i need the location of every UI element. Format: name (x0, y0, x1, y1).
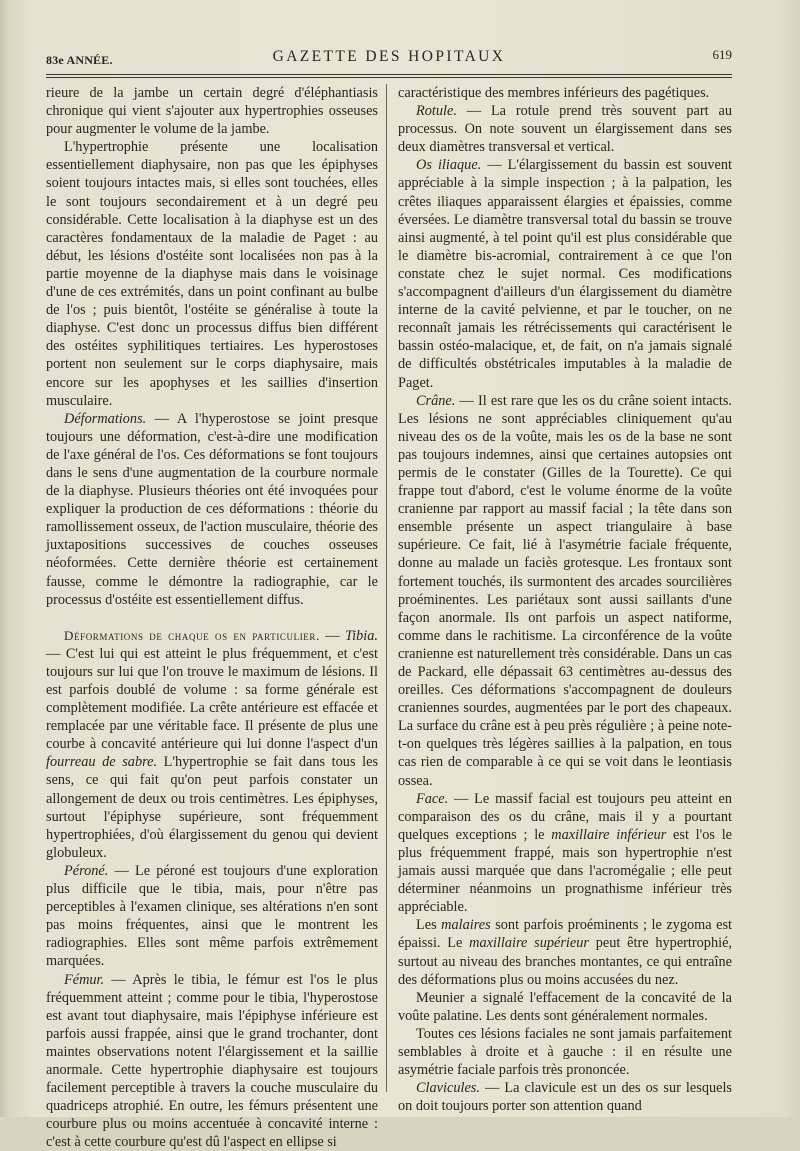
text-run: rieure de la jambe un certain degré d'éléphantiasis chronique qui vient s'ajouter aux hypertrophies osseuses pour augmenter le volume de la jambe. (46, 85, 378, 137)
text-run: L'hypertrophie présente une localisation essentiellement diaphysaire, non pas que les épiphyses soient toujours intactes mais, si elles sont touchées, elles le sont toujours secondairement et à un degré peu considérable. Cette localisation à la diaphyse est un des caractères fondamentaux de la maladie de Paget : au début, les lésions d'ostéite sont localisées non pas à la partie moyenne de la diaphyse mais dans le voisinage d'une de ces extrémités, dans un point confinant au bulbe de l'os ; puis bientôt, l'ostéite se généralise à toute la diaphyse. C'est donc un processus diffus bien différent des ostéites syphilitiques tertiaires. Les hyperostoses portent non seulement sur le corps diaphysaire, mais encore sur les apophyses et les saillies d'insertion musculaire. (46, 139, 378, 408)
paragraph (46, 410, 378, 609)
header-rule-thick (46, 77, 732, 78)
paragraph (46, 84, 378, 138)
paragraph (46, 971, 378, 1151)
italic-run: Péroné. (64, 863, 108, 879)
paragraph (398, 156, 732, 391)
paragraph (398, 989, 732, 1025)
paragraph (398, 916, 732, 988)
text-run: Toutes ces lésions faciales ne sont jamais parfaitement semblables à droite et à gauche : il en résulte une asymétrie faciale parfois très prononcée. (398, 1026, 732, 1078)
text-run: — Le massif facial est toujours peu atteint en comparaison des os du crâne, mais il y a pourtant quelques exceptions ; le (398, 791, 732, 843)
italic-run: Crâne. (416, 393, 455, 409)
text-run: L'hypertrophie se fait dans tous les sens, ce qui fait qu'on peut parfois constater un allongement de deux ou trois centimètres. Les épiphyses, surtout l'épiphyse supérieure, sont fréquemment hypertrophiées, d'où élargissement du genou qui devient globuleux. (46, 754, 378, 860)
text-run: — Le péroné est toujours d'une exploration plus difficile que le tibia, mais, pour n'être pas perceptibles à l'examen clinique, ses altérations n'en sont pas moins fréquentes, ainsi que le montrent les radiographies. Elles sont même parfois extrêmement marquées. (46, 863, 378, 969)
italic-run: maxillaire inférieur (551, 827, 666, 843)
text-run: — Il est rare que les os du crâne soient intacts. Les lésions ne sont appréciables cliniquement qu'au niveau des os de la voûte, mais les os de la base ne sont pas toujours indemnes, ainsi que certaines autopsies ont permis de le constater (Gilles de la Tourette). Ce qui frappe tout d'abord, c'est le volume énorme de la voûte cranienne par rapport au massif facial ; la tête dans son ensemble présente un aspect triangulaire à base supérieure. Ce fait, lié à l'asymétrie faciale fréquente, donne au malade un faciès grotesque. Les frontaux sont fortement touchés, ils surmontent des arcades sourcilières proéminentes. Les pariétaux sont aussi saillants d'une façon anormale. Ils ont parfois un aspect natiforme, comme dans le rachitisme. La circonférence de la voûte cranienne est naturellement très considérable. Dans un cas de Packard, elle dépassait 63 centimètres au-dessus des oreilles. Ces déformations s'accompagnent de douleurs craniennes sourdes, augmentées par le port des chapeaux. La surface du crâne est à peu près régulière ; à peine note-t-on quelques très légères saillies à la palpation, en tous cas rien de comparable à ce qui se voit dans le leontiasis ossea. (398, 393, 732, 789)
page-number: 619 (713, 47, 733, 63)
text-run: peut être hypertrophié, surtout au niveau des branches montantes, ce qui entraîne des déformations plus ou moins accusées du nez. (398, 935, 732, 987)
italic-run: Os iliaque. (416, 157, 481, 173)
paragraph (46, 138, 378, 409)
text-run: — La clavicule est un des os sur lesquels on doit toujours porter son attention quand (398, 1080, 732, 1114)
right-column (398, 84, 732, 1115)
journal-title: GAZETTE DES HOPITAUX (46, 48, 732, 66)
text-run: — L'élargissement du bassin est souvent appréciable à la simple inspection ; à la palpation, les crêtes iliaques apparaissent élargies et épaissies, comme éversées. Le diamètre transversal total du bassin se trouve ainsi augmenté, à tel point qu'il est plus considérable que le diamètre bis-acromial, contrairement à ce que l'on constate chez le sujet normal. Ces modifications s'accompagnent d'ailleurs d'un élargissement du diamètre interne de la cavité pelvienne, et par le toucher, on ne reconnaît jamais les rétrécissements qui caractérisent le bassin ostéo-malacique, et, de fait, on n'a jamais signalé de difficultés obstétricales imputables à la maladie de Paget. (398, 157, 732, 390)
page-header (46, 47, 732, 69)
text-run: caractéristique des membres inférieurs des pagétiques. (398, 85, 709, 101)
header-rule-thin (46, 74, 732, 75)
paragraph (46, 862, 378, 971)
italic-run: Fémur. (64, 972, 104, 988)
text-run: est l'os le plus fréquemment frappé, mais son hypertrophie n'est jamais aussi marquée que dans l'acromégalie ; elle peut déterminer néanmoins un prognathisme inférieur très appréciable. (398, 827, 732, 915)
text-run: sont parfois proéminents ; le zygoma est épaissi. Le (398, 917, 732, 951)
italic-run: Rotule. (416, 103, 457, 119)
italic-run: fourreau de sabre. (46, 754, 157, 770)
text-run: — A l'hyperostose se joint presque toujours une déformation, c'est-à-dire une modification de l'axe général de l'os. Ces déformations se font toujours dans le sens d'une augmentation de la courbure normale de la diaphyse. Plusieurs théories ont été invoquées pour expliquer la production de ces déformations : théorie du ramollissement osseux, de l'action musculaire, théorie des juxtapositions successives de couches osseuses néoformées. Cette dernière théorie est certainement fausse, comme le démontre la radiographie, car le processus d'ostéite est essentiellement diffus. (46, 411, 378, 608)
italic-run: malaires (441, 917, 491, 933)
paragraph (398, 84, 732, 102)
italic-run: Déformations. (64, 411, 146, 427)
paragraph (398, 102, 732, 156)
paragraph (398, 1025, 732, 1079)
italic-run: Face. (416, 791, 448, 807)
left-column (46, 84, 378, 1151)
text-run: — (320, 628, 345, 644)
paragraph (398, 1079, 732, 1115)
italic-run: Clavicules. (416, 1080, 480, 1096)
paragraph (398, 790, 732, 917)
text-run: — Après le tibia, le fémur est l'os le plus fréquemment atteint ; comme pour le tibia, l'hyperostose est avant tout diaphysaire, mais l'épiphyse inférieure est parfois aussi frappée, ainsi que le grand trochanter, dont maintes observations notent l'élargissement et la saillie anormale. Cette hypertrophie diaphysaire est toujours facilement perceptible à travers la couche musculaire du quadriceps atrophié. En outre, les fémurs présentent une courbure plus ou moins accentuée à concavité interne : c'est à cette courbure qu'est dû l'aspect en ellipse si (46, 972, 378, 1151)
italic-run: maxillaire supérieur (469, 935, 589, 951)
text-run: Meunier a signalé l'effacement de la concavité de la voûte palatine. Les dents sont généralement normales. (398, 990, 732, 1024)
issue-year: 83e ANNÉE. (46, 53, 113, 68)
section-heading: Déformations de chaque os en particulier. (64, 628, 320, 643)
text-run: Les (416, 917, 441, 933)
paragraph (398, 392, 732, 790)
column-separator (386, 84, 387, 1092)
italic-run: Tibia. (345, 628, 378, 644)
paragraph (46, 627, 378, 862)
text-run: — C'est lui qui est atteint le plus fréquemment, et c'est toujours sur lui que l'on trouve le maximum de lésions. Il est parfois doublé de volume : sa forme générale est complètement modifiée. La crête antérieure est effacée et remplacée par une véritable face. Il présente de plus une courbe à concavité antérieure qui lui donne l'aspect d'un (46, 646, 378, 752)
text-run: — La rotule prend très souvent part au processus. On note souvent un élargissement dans ses deux diamètres transversal et vertical. (398, 103, 732, 155)
